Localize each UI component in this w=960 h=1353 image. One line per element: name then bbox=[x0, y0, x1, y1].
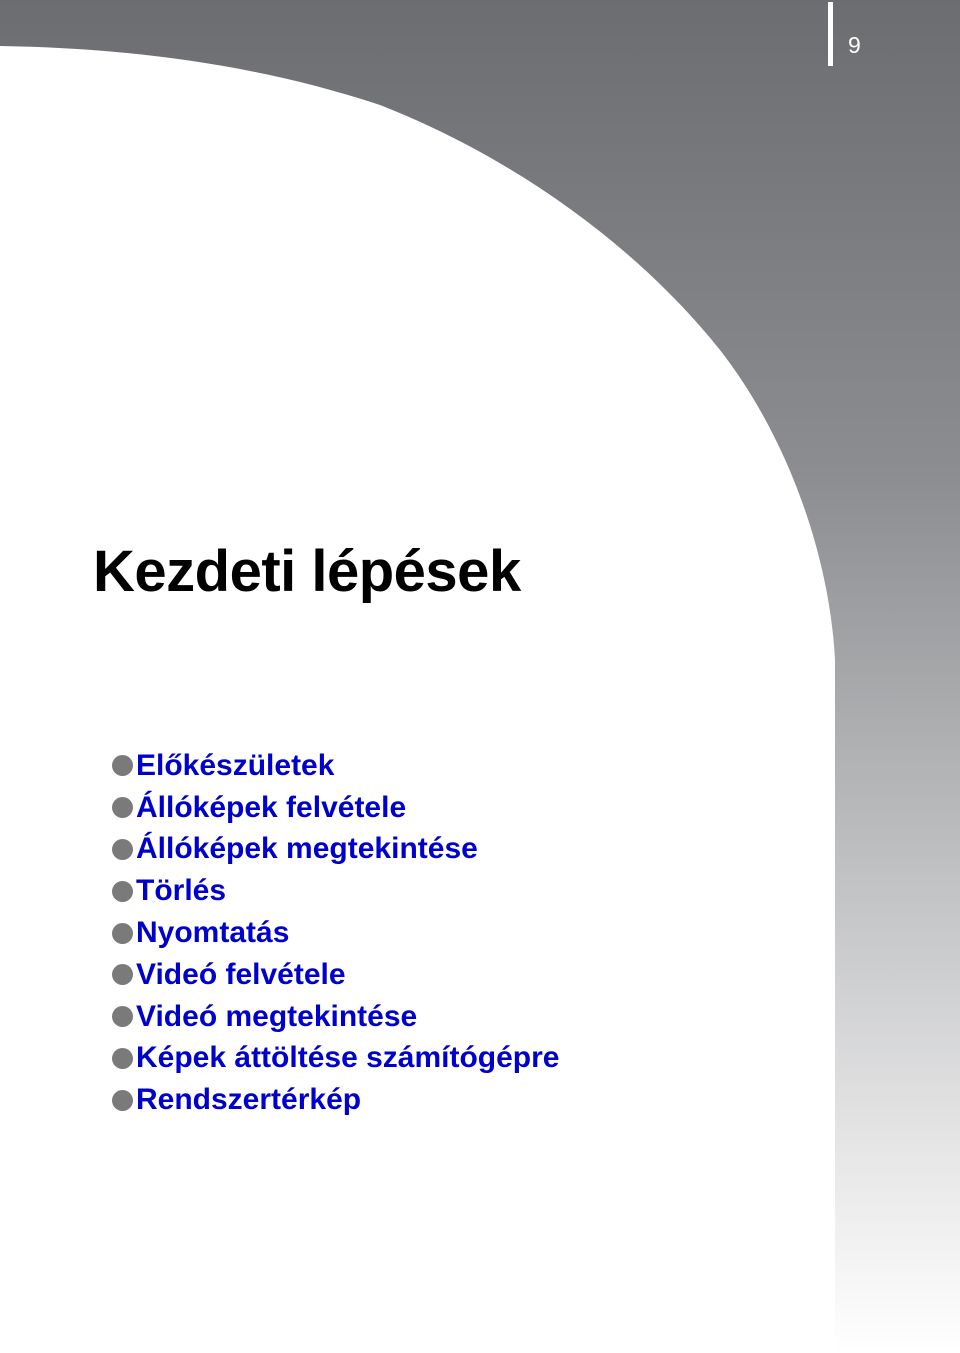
toc-link[interactable]: Állóképek megtekintése bbox=[136, 832, 478, 866]
toc-link[interactable]: Videó felvétele bbox=[136, 957, 346, 991]
toc-item-allokepek-megtekintese[interactable] bbox=[112, 829, 559, 871]
toc-item-kepek-attoltese[interactable] bbox=[112, 1038, 559, 1080]
toc-item-video-felvetele[interactable] bbox=[112, 954, 559, 996]
toc-item-torles[interactable] bbox=[112, 870, 559, 912]
toc-link[interactable]: Törlés bbox=[136, 874, 227, 908]
bullet-icon bbox=[112, 1006, 133, 1027]
toc-item-video-megtekintese[interactable] bbox=[112, 996, 559, 1038]
page-title: Kezdeti lépések bbox=[93, 539, 521, 604]
toc-item-allokepek-felvetele[interactable] bbox=[112, 787, 559, 829]
toc-link[interactable]: Rendszertérkép bbox=[136, 1083, 362, 1117]
bullet-icon bbox=[112, 797, 133, 818]
table-of-contents bbox=[112, 745, 559, 1121]
bullet-icon bbox=[112, 964, 133, 985]
bullet-icon bbox=[112, 1090, 133, 1111]
toc-link[interactable]: Videó megtekintése bbox=[136, 999, 418, 1033]
toc-link[interactable]: Képek áttöltése számítógépre bbox=[136, 1041, 560, 1075]
toc-item-rendszerterkep[interactable] bbox=[112, 1079, 559, 1121]
toc-link[interactable]: Állóképek felvétele bbox=[136, 790, 407, 824]
toc-link[interactable]: Előkészületek bbox=[136, 748, 335, 782]
bullet-icon bbox=[112, 923, 133, 944]
bullet-icon bbox=[112, 839, 133, 860]
bullet-icon bbox=[112, 755, 133, 776]
toc-link[interactable]: Nyomtatás bbox=[136, 916, 290, 950]
bullet-icon bbox=[112, 881, 133, 902]
bullet-icon bbox=[112, 1048, 133, 1069]
page-number: 9 bbox=[848, 32, 861, 58]
toc-item-nyomtatas[interactable] bbox=[112, 912, 559, 954]
page-number-divider bbox=[828, 2, 833, 66]
toc-item-elokeszuletek[interactable] bbox=[112, 745, 559, 787]
